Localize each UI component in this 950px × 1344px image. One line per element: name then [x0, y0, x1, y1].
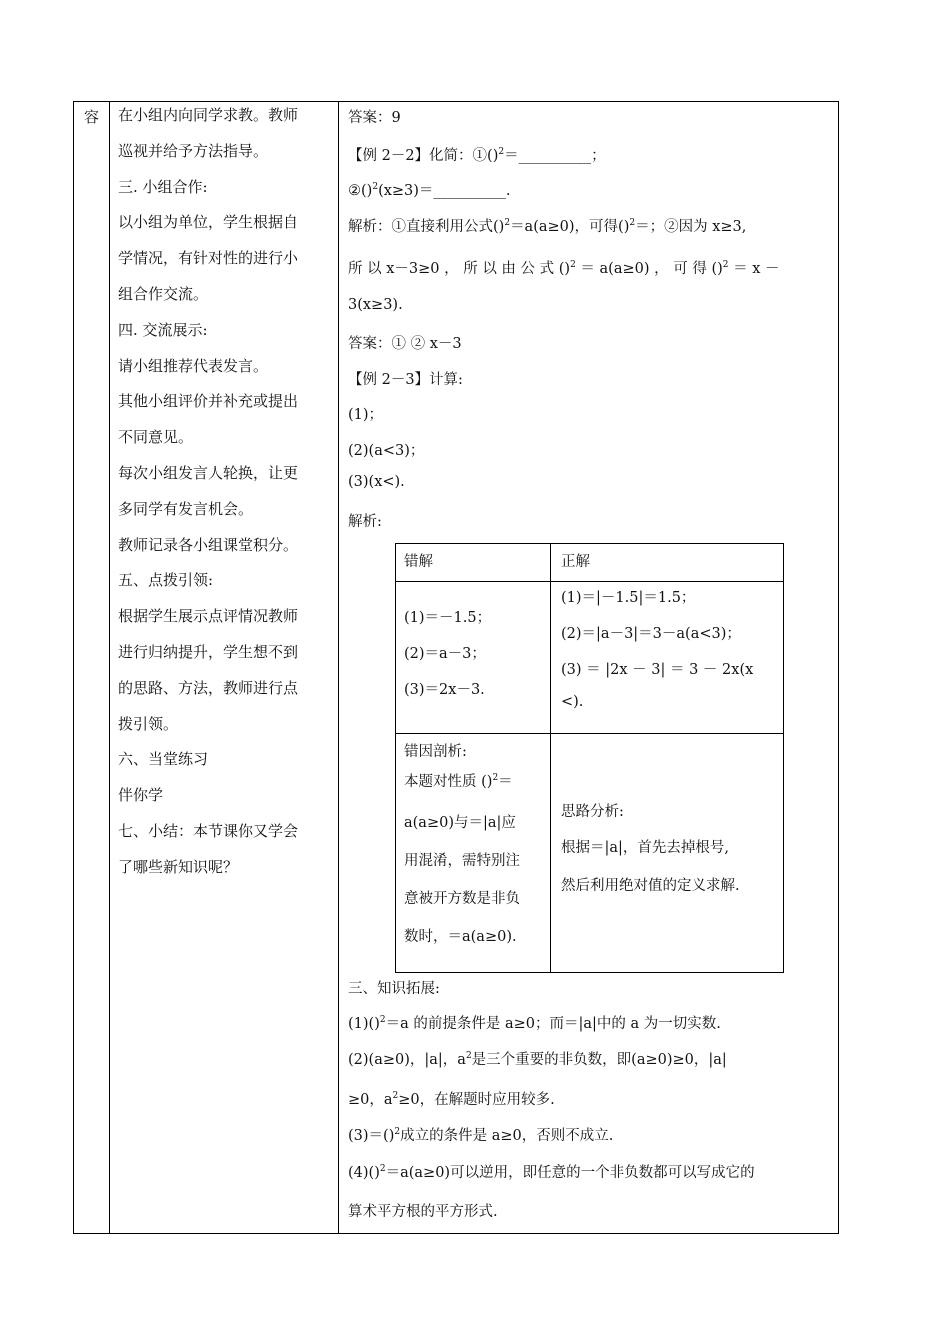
process-line: 教师记录各小组课堂积分。 [118, 535, 299, 554]
process-line: 学情况，有针对性的进行小 [118, 249, 299, 268]
process-line: 七、小结：本节课你又学会 [118, 821, 299, 840]
extension-line: (1)()$^2$＝a 的前提条件是 a≥0；而＝|a|中的 a 为一切实数. [348, 1015, 721, 1032]
process-line: 不同意见。 [118, 428, 194, 447]
header-wrong: 错解 [404, 554, 433, 570]
example-2-2-line: 【例 2－2】化简：①()$^2$＝__________； [348, 147, 606, 164]
section-label: 容 [83, 108, 99, 126]
teaching-process-column [118, 102, 334, 890]
problem-item: (2)(a<3)； [348, 443, 425, 459]
extension-line: (4)()$^2$＝a(a≥0)可以逆用，即任意的一个非负数都可以写成它的 [348, 1164, 755, 1181]
process-line: 多同学有发言机会。 [118, 499, 254, 518]
solution-comparison-table [395, 543, 784, 973]
process-line: 四. 交流展示: [118, 320, 208, 339]
process-line: 伴你学 [118, 786, 164, 805]
wrong-solution: (1)＝－1.5； (2)＝a－3； (3)＝2x－3. [404, 610, 492, 698]
process-line: 六、当堂练习 [118, 750, 209, 769]
process-line: 巡视并给予方法指导。 [118, 141, 269, 160]
analysis-line: 3(x≥3). [348, 297, 403, 313]
process-line: 根据学生展示点评情况教师 [118, 607, 299, 626]
right-solution: (1)＝|－1.5|＝1.5； (2)＝|a－3|＝3－a(a<3)； (3) ＝ |2x － 3| ＝ 3 － 2x(x <). [561, 590, 754, 710]
column-divider-2 [338, 102, 339, 1233]
extension-title: 三、知识拓展: [348, 981, 440, 997]
table-divider [396, 733, 783, 734]
error-analysis: 错因剖析: 本题对性质 ()$^2$＝ a(a≥0)与＝|a|应 用混淆，需特别注 意被开方数是非负 数时，＝a(a≥0). [404, 744, 520, 945]
table-divider [396, 581, 783, 582]
table-divider [550, 544, 551, 972]
analysis-line: 解析：①直接利用公式()$^2$＝a(a≥0)，可得()$^2$＝；②因为 x≥3, [348, 218, 747, 235]
process-line: 组合作交流。 [118, 284, 209, 303]
extension-line: 算术平方根的平方形式. [348, 1204, 498, 1220]
process-line: 在小组内向同学求教。教师 [118, 106, 299, 124]
idea-analysis: 思路分析: 根据＝|a|，首先去掉根号, 然后利用绝对值的定义求解. [561, 804, 740, 894]
extension-line: (3)＝()$^2$成立的条件是 a≥0，否则不成立. [348, 1127, 614, 1144]
process-line: 了哪些新知识呢？ [118, 857, 239, 876]
analysis-label: 解析: [348, 514, 382, 530]
process-line: 以小组为单位，学生根据自 [118, 213, 299, 232]
process-line: 五、点拨引领: [118, 571, 214, 590]
answer-line: 答案：① ② x－3 [348, 336, 462, 352]
column-divider-1 [109, 102, 110, 1233]
analysis-line: 所 以 x－3≥0 ， 所 以 由 公 式 ()$^2$ ＝ a(a≥0) ， 可 得 ()$^2$ ＝ x － [348, 260, 780, 277]
process-line: 请小组推荐代表发言。 [118, 356, 269, 375]
problem-item: (1)； [348, 407, 384, 423]
problem-item: (3)(x<). [348, 474, 405, 490]
process-line: 拨引领。 [118, 714, 179, 733]
process-line: 的思路、方法，教师进行点 [118, 678, 299, 697]
answer-line: 答案：9 [348, 110, 401, 126]
process-line: 三. 小组合作: [118, 177, 208, 196]
extension-line: (2)(a≥0)，|a|，$a^2$是三个重要的非负数，即(a≥0)≥0，|a| [348, 1051, 727, 1068]
lesson-table [73, 101, 839, 1234]
process-line: 其他小组评价并补充或提出 [118, 392, 299, 411]
extension-line: ≥0，$a^2\ge 0$，在解题时应用较多. [348, 1091, 555, 1108]
header-right: 正解 [561, 554, 590, 570]
example-2-3-line: 【例 2－3】计算: [348, 372, 463, 388]
process-line: 进行归纳提升，学生想不到 [118, 642, 299, 661]
example-2-2-line: ②()$^2$(x≥3)＝__________. [348, 182, 511, 199]
process-line: 每次小组发言人轮换，让更 [118, 463, 299, 482]
